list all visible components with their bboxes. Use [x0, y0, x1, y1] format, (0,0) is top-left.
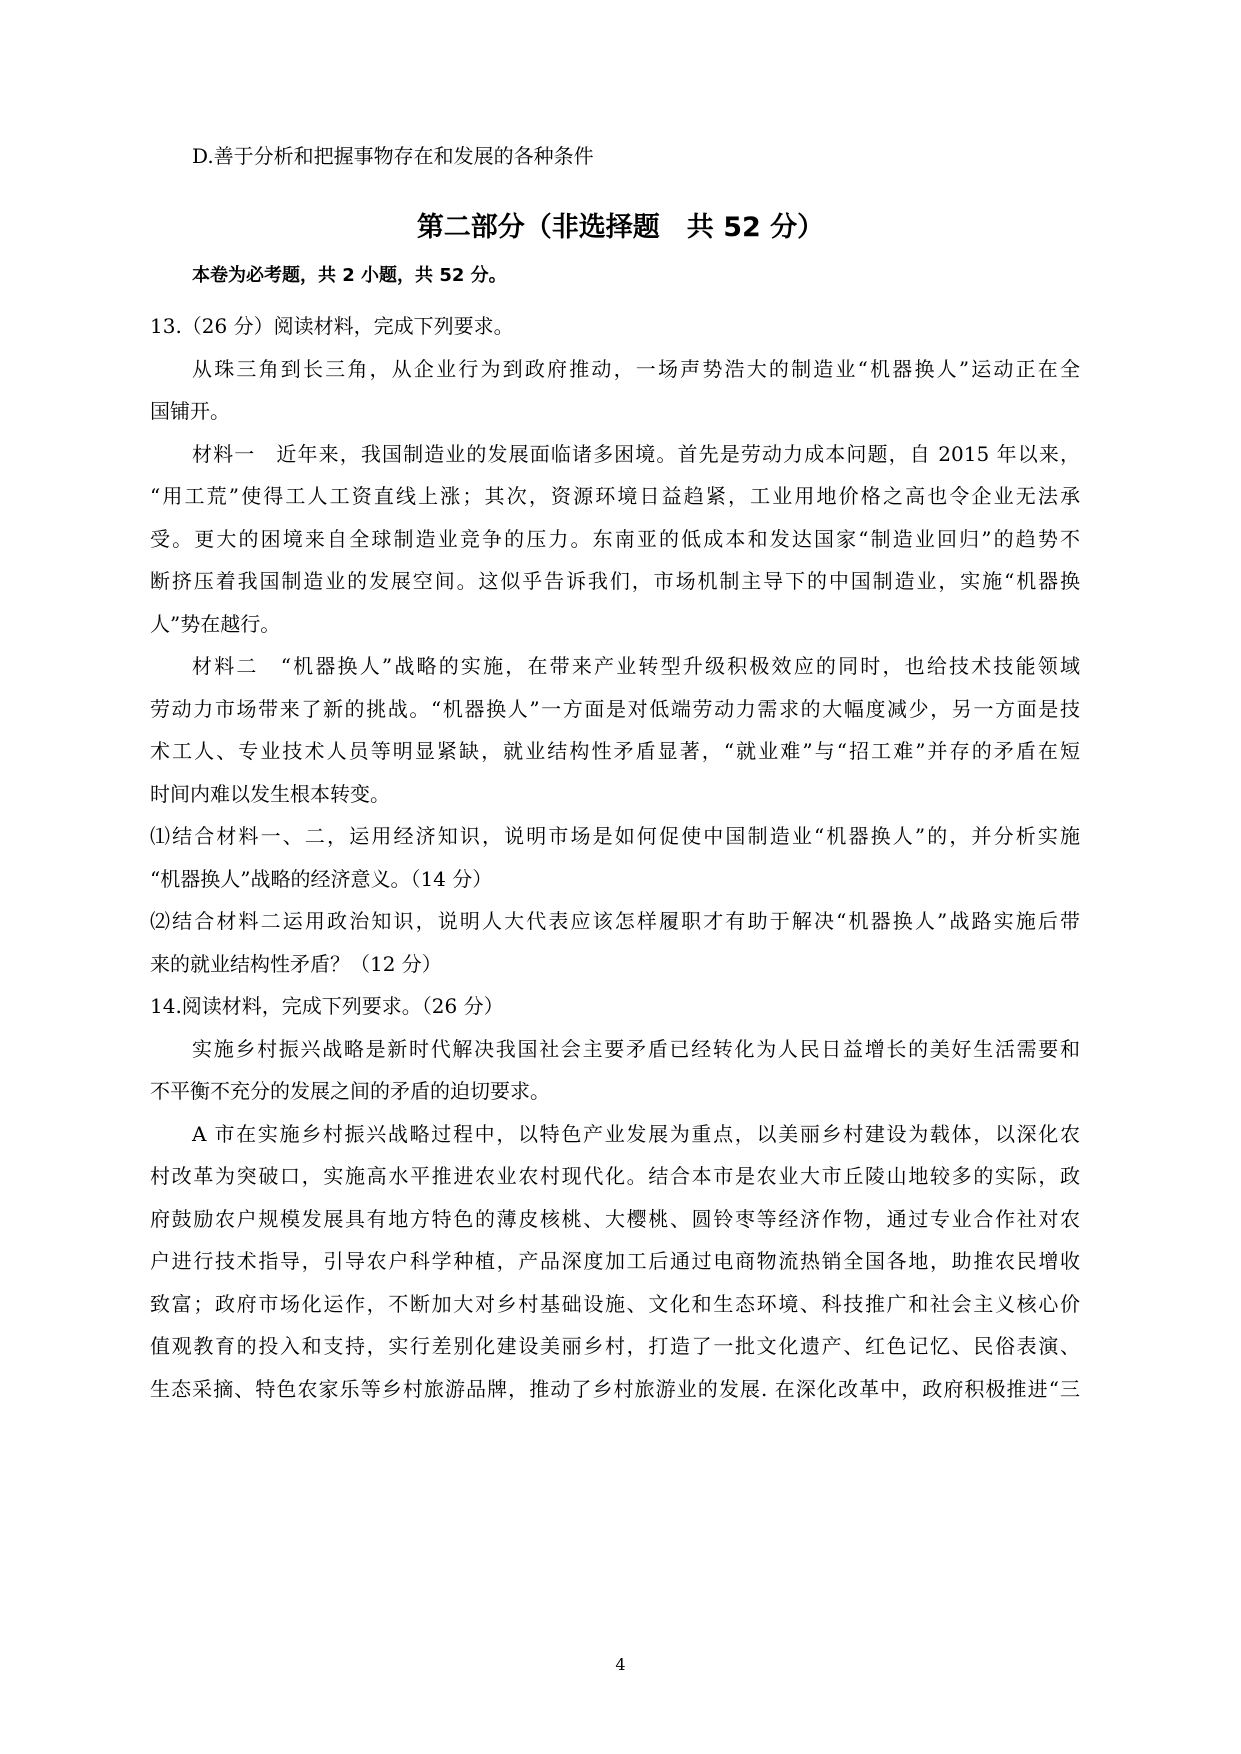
q14-intro-line: 不平衡不充分的发展之间的矛盾的迫切要求。	[150, 1079, 550, 1103]
q14-intro-line: 实施乡村振兴战略是新时代解决我国社会主要矛盾已经转化为人民日益增长的美好生活需要和	[192, 1037, 1080, 1061]
previous-option-d: D.善于分析和把握事物存在和发展的各种条件	[192, 144, 594, 168]
q13-intro-line: 从珠三角到长三角，从企业行为到政府推动，一场声势浩大的制造业“机器换人”运动正在全	[192, 357, 1080, 381]
q13-material1-line: 受。更大的困境来自全球制造业竞争的压力。东南亚的低成本和发达国家“制造业回归”的趋势不	[150, 527, 1080, 551]
q13-material2-line: 术工人、专业技术人员等明显紧缺，就业结构性矛盾显著，“就业难”与“招工难”并存的矛盾在短	[150, 739, 1080, 763]
question-14-stem: 14.阅读材料，完成下列要求。（26 分）	[150, 994, 504, 1018]
q13-subquestion-1: ⑴结合材料一、二，运用经济知识，说明市场是如何促使中国制造业“机器换人”的，并分析实施	[150, 824, 1080, 848]
q13-material1-line: 人”势在越行。	[150, 612, 281, 636]
q13-material2-line: 材料二 “机器换人”战略的实施，在带来产业转型升级积极效应的同时，也给技术技能领域	[192, 654, 1080, 678]
q13-subquestion-2: ⑵结合材料二运用政治知识，说明人大代表应该怎样履职才有助于解决“机器换人”战路实施后带	[150, 909, 1080, 933]
q13-material2-line: 时间内难以发生根本转变。	[150, 782, 390, 806]
page-number: 4	[615, 1655, 626, 1674]
q14-paragraph-line: 村改革为突破口，实施高水平推进农业农村现代化。结合本市是农业大市丘陵山地较多的实际，政	[150, 1164, 1080, 1188]
q13-material2-line: 劳动力市场带来了新的挑战。“机器换人”一方面是对低端劳动力需求的大幅度减少，另一方面是技	[150, 697, 1080, 721]
q14-paragraph-line: 致富；政府市场化运作，不断加大对乡村基础设施、文化和生态环境、科技推广和社会主义核心价	[150, 1292, 1080, 1316]
q14-paragraph-line: 生态采摘、特色农家乐等乡村旅游品牌，推动了乡村旅游业的发展. 在深化改革中，政府积极推进“三	[150, 1377, 1080, 1401]
q13-subquestion-1: “机器换人”战略的经济意义。（14 分）	[150, 867, 493, 891]
q14-paragraph-line: 府鼓励农户规模发展具有地方特色的薄皮核桃、大樱桃、圆铃枣等经济作物，通过专业合作社对农	[150, 1207, 1080, 1231]
q14-paragraph-line: 户进行技术指导，引导农户科学种植，产品深度加工后通过电商物流热销全国各地，助推农民增收	[150, 1249, 1080, 1273]
q14-paragraph-line: 值观教育的投入和支持，实行差别化建设美丽乡村，打造了一批文化遗产、红色记忆、民俗表演、	[150, 1334, 1080, 1358]
q13-intro-line: 国铺开。	[150, 399, 230, 423]
section-note: 本卷为必考题，共 2 小题，共 52 分。	[192, 265, 507, 286]
q13-material1-line: 断挤压着我国制造业的发展空间。这似乎告诉我们，市场机制主导下的中国制造业，实施“机器换	[150, 569, 1080, 593]
section-title: 第二部分（非选择题 共 52 分）	[416, 212, 825, 243]
q13-subquestion-2: 来的就业结构性矛盾？（12 分）	[150, 952, 442, 976]
q13-material1-line: 材料一 近年来，我国制造业的发展面临诸多困境。首先是劳动力成本问题，自 2015 年以来，	[192, 442, 1080, 466]
q14-paragraph-line: A 市在实施乡村振兴战略过程中，以特色产业发展为重点，以美丽乡村建设为载体，以深化农	[192, 1122, 1080, 1146]
q13-material1-line: “用工荒”使得工人工资直线上涨；其次，资源环境日益趋紧，工业用地价格之高也令企业无法承	[150, 484, 1080, 508]
question-13-stem: 13.（26 分）阅读材料，完成下列要求。	[150, 314, 514, 338]
